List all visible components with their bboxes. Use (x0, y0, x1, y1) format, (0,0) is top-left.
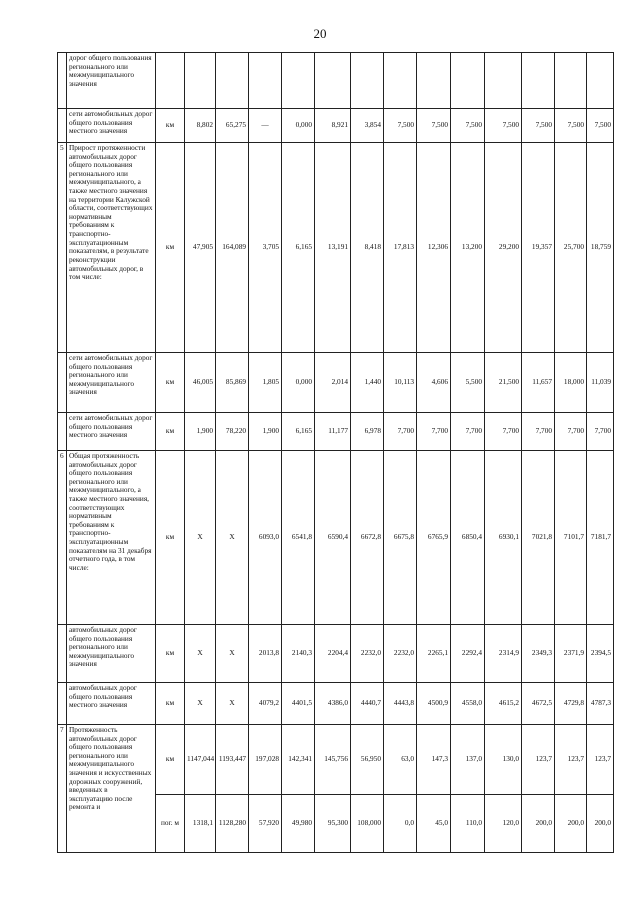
value-cell: 1193,447 (216, 725, 249, 795)
value-cell: 6,978 (351, 413, 384, 451)
value-cell: 6850,4 (451, 451, 485, 625)
unit-cell (156, 53, 185, 109)
unit-cell: км (156, 625, 185, 683)
value-cell (384, 53, 417, 109)
value-cell (555, 53, 587, 109)
value-cell: 147,3 (417, 725, 451, 795)
value-cell: 8,921 (315, 109, 351, 143)
row-description: дорог общего пользования регионального или межмуниципального значения (67, 53, 156, 109)
value-cell: 47,905 (185, 143, 216, 353)
value-cell: 4443,8 (384, 683, 417, 725)
row-description: сети автомобильных дорог общего пользования регионального или межмуниципального значения (67, 353, 156, 413)
value-cell: 6590,4 (315, 451, 351, 625)
value-cell: 4401,5 (282, 683, 315, 725)
value-cell: 19,357 (522, 143, 555, 353)
value-cell: X (216, 451, 249, 625)
table-row (58, 725, 614, 795)
row-description: автомобильных дорог общего пользования регионального или межмуниципального значения (67, 625, 156, 683)
row-description: Общая протяженность автомобильных дорог общего пользования регионального или межмуниципального, а также местного значения, соответствующих нормативным требованиям к транспортно-эксплуатационным показателям на 31 декабря отчетного года, в том числе: (67, 451, 156, 625)
page-number: 20 (313, 26, 327, 41)
value-cell: 8,418 (351, 143, 384, 353)
value-cell: 6672,8 (351, 451, 384, 625)
value-cell: 164,089 (216, 143, 249, 353)
value-cell: 7,500 (522, 109, 555, 143)
unit-cell: км (156, 143, 185, 353)
value-cell: 12,306 (417, 143, 451, 353)
value-cell: 7,500 (384, 109, 417, 143)
value-cell: 56,950 (351, 725, 384, 795)
value-cell: 1,440 (351, 353, 384, 413)
row-description: сети автомобильных дорог общего пользования местного значения (67, 413, 156, 451)
row-number (58, 109, 67, 143)
value-cell: 25,700 (555, 143, 587, 353)
value-cell: 2394,5 (587, 625, 614, 683)
value-cell: 95,300 (315, 795, 351, 853)
value-cell: 46,005 (185, 353, 216, 413)
value-cell: 7,700 (522, 413, 555, 451)
row-description: Протяженность автомобильных дорог общего пользования регионального или межмуниципального значения и искусственных дорожных сооружений, введенных в эксплуатацию после ремонта и (67, 725, 156, 853)
value-cell: 2314,9 (485, 625, 522, 683)
value-cell (417, 53, 451, 109)
value-cell: 6765,9 (417, 451, 451, 625)
value-cell: X (216, 625, 249, 683)
table-row (58, 109, 614, 143)
value-cell (587, 53, 614, 109)
value-cell: 6093,0 (249, 451, 282, 625)
table-row (58, 143, 614, 353)
value-cell: 2232,0 (351, 625, 384, 683)
value-cell: 13,191 (315, 143, 351, 353)
value-cell: 7,700 (485, 413, 522, 451)
value-cell: 197,028 (249, 725, 282, 795)
value-cell: 7,500 (417, 109, 451, 143)
value-cell: 7,700 (555, 413, 587, 451)
value-cell: 145,756 (315, 725, 351, 795)
table-row (58, 353, 614, 413)
value-cell: 7,500 (587, 109, 614, 143)
table-row (58, 53, 614, 109)
indicators-table (57, 52, 614, 853)
table-row (58, 413, 614, 451)
value-cell: 7,700 (384, 413, 417, 451)
unit-cell: пог. м (156, 795, 185, 853)
value-cell: 3,705 (249, 143, 282, 353)
value-cell: 123,7 (587, 725, 614, 795)
value-cell: 21,500 (485, 353, 522, 413)
row-description: Прирост протяженности автомобильных дорог общего пользования регионального или межмуниципального, а также местного значения на территории Калужской области, соответствующих нормативным требованиям к транспортно-эксплуатационным показателям, в результате реконструкции автомобильных дорог, в том числе: (67, 143, 156, 353)
value-cell: 1,900 (249, 413, 282, 451)
row-number (58, 353, 67, 413)
value-cell: 7,700 (417, 413, 451, 451)
value-cell: X (216, 683, 249, 725)
row-description: автомобильных дорог общего пользования местного значения (67, 683, 156, 725)
value-cell: 11,177 (315, 413, 351, 451)
value-cell (451, 53, 485, 109)
unit-cell: км (156, 725, 185, 795)
value-cell: 29,200 (485, 143, 522, 353)
value-cell: 85,869 (216, 353, 249, 413)
row-number (58, 53, 67, 109)
value-cell: 4558,0 (451, 683, 485, 725)
value-cell: 2371,9 (555, 625, 587, 683)
row-number (58, 683, 67, 725)
value-cell: 6930,1 (485, 451, 522, 625)
value-cell: 3,854 (351, 109, 384, 143)
value-cell: 63,0 (384, 725, 417, 795)
value-cell: 4079,2 (249, 683, 282, 725)
value-cell (249, 53, 282, 109)
value-cell: 123,7 (555, 725, 587, 795)
value-cell: 200,0 (555, 795, 587, 853)
value-cell: 1,805 (249, 353, 282, 413)
value-cell: 137,0 (451, 725, 485, 795)
value-cell: 7,500 (485, 109, 522, 143)
row-number: 5 (58, 143, 67, 353)
value-cell: 1,900 (185, 413, 216, 451)
value-cell: 0,000 (282, 353, 315, 413)
value-cell: 7101,7 (555, 451, 587, 625)
value-cell: 2349,3 (522, 625, 555, 683)
value-cell: X (185, 683, 216, 725)
value-cell: 108,000 (351, 795, 384, 853)
value-cell: 130,0 (485, 725, 522, 795)
unit-cell: км (156, 683, 185, 725)
value-cell: 123,7 (522, 725, 555, 795)
value-cell: 45,0 (417, 795, 451, 853)
table-row (58, 451, 614, 625)
value-cell: 1147,044 (185, 725, 216, 795)
value-cell: 7,500 (555, 109, 587, 143)
value-cell: 200,0 (587, 795, 614, 853)
row-number (58, 413, 67, 451)
value-cell (216, 53, 249, 109)
value-cell: 49,980 (282, 795, 315, 853)
value-cell (185, 53, 216, 109)
value-cell: 13,200 (451, 143, 485, 353)
unit-cell: км (156, 451, 185, 625)
value-cell: 200,0 (522, 795, 555, 853)
value-cell: 7,700 (451, 413, 485, 451)
value-cell: 7181,7 (587, 451, 614, 625)
value-cell: 2232,0 (384, 625, 417, 683)
value-cell: 7,700 (587, 413, 614, 451)
value-cell: 110,0 (451, 795, 485, 853)
row-number: 6 (58, 451, 67, 625)
value-cell: 11,657 (522, 353, 555, 413)
value-cell (282, 53, 315, 109)
value-cell: 4500,9 (417, 683, 451, 725)
value-cell: 142,341 (282, 725, 315, 795)
value-cell: 7,500 (451, 109, 485, 143)
value-cell: X (185, 451, 216, 625)
value-cell: 18,759 (587, 143, 614, 353)
value-cell: 57,920 (249, 795, 282, 853)
value-cell: 2,014 (315, 353, 351, 413)
value-cell: 1318,1 (185, 795, 216, 853)
value-cell (315, 53, 351, 109)
value-cell (351, 53, 384, 109)
value-cell (522, 53, 555, 109)
value-cell: 2013,8 (249, 625, 282, 683)
value-cell: 65,275 (216, 109, 249, 143)
value-cell: 5,500 (451, 353, 485, 413)
value-cell: 10,113 (384, 353, 417, 413)
value-cell: 2204,4 (315, 625, 351, 683)
value-cell: 6541,8 (282, 451, 315, 625)
value-cell: 2265,1 (417, 625, 451, 683)
value-cell: 4672,5 (522, 683, 555, 725)
value-cell: 18,000 (555, 353, 587, 413)
value-cell: 7021,8 (522, 451, 555, 625)
value-cell: 6,165 (282, 143, 315, 353)
value-cell: 2292,4 (451, 625, 485, 683)
value-cell (485, 53, 522, 109)
row-number: 7 (58, 725, 67, 853)
value-cell: 4386,0 (315, 683, 351, 725)
unit-cell: км (156, 109, 185, 143)
value-cell: 4,606 (417, 353, 451, 413)
value-cell: 4729,8 (555, 683, 587, 725)
value-cell: 120,0 (485, 795, 522, 853)
value-cell: 0,0 (384, 795, 417, 853)
value-cell: 8,802 (185, 109, 216, 143)
unit-cell: км (156, 353, 185, 413)
table-row (58, 625, 614, 683)
value-cell: 0,000 (282, 109, 315, 143)
row-description: сети автомобильных дорог общего пользования местного значения (67, 109, 156, 143)
value-cell: X (185, 625, 216, 683)
value-cell: 6,165 (282, 413, 315, 451)
table-row (58, 683, 614, 725)
value-cell: 1128,280 (216, 795, 249, 853)
value-cell: — (249, 109, 282, 143)
unit-cell: км (156, 413, 185, 451)
value-cell: 78,220 (216, 413, 249, 451)
value-cell: 4440,7 (351, 683, 384, 725)
value-cell: 17,813 (384, 143, 417, 353)
value-cell: 11,039 (587, 353, 614, 413)
row-number (58, 625, 67, 683)
value-cell: 4787,3 (587, 683, 614, 725)
value-cell: 6675,8 (384, 451, 417, 625)
value-cell: 4615,2 (485, 683, 522, 725)
value-cell: 2140,3 (282, 625, 315, 683)
